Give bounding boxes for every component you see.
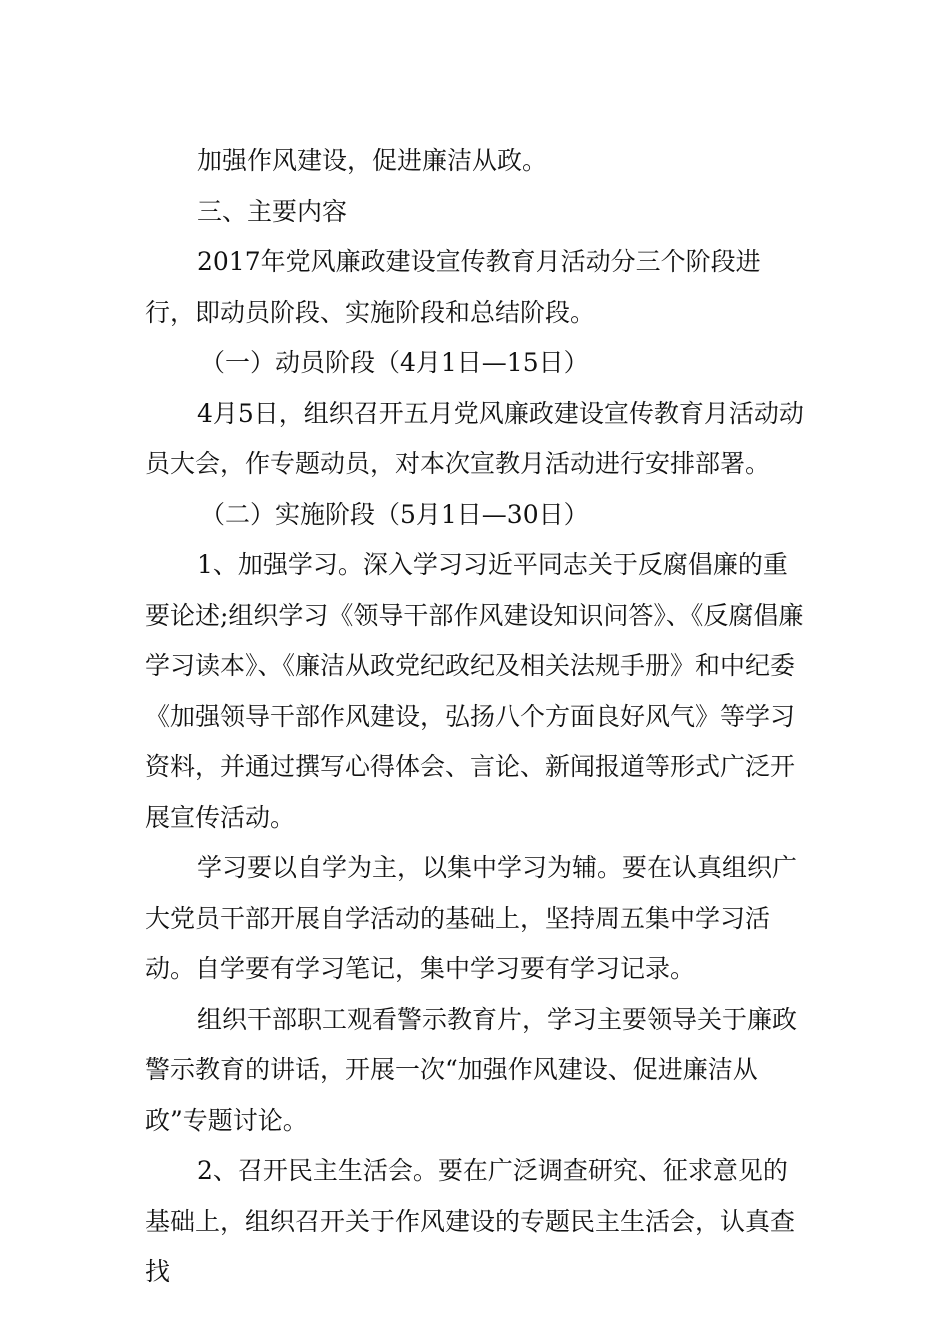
document-body: [145, 136, 810, 1298]
paragraph-mobilization: 4月5日，组织召开五月党风廉政建设宣传教育月活动动员大会，作专题动员，对本次宣教月活动进行安排部署。: [145, 398, 804, 478]
paragraph-intro: 2017年党风廉政建设宣传教育月活动分三个阶段进行，即动员阶段、实施阶段和总结阶段。: [145, 247, 761, 327]
subheading-implementation-stage: （二）实施阶段（5月1日—30日）: [200, 499, 589, 529]
subheading-mobilization-stage: （一）动员阶段（4月1日—15日）: [200, 348, 589, 377]
section-heading-main-content: 三、主要内容: [197, 196, 348, 226]
paragraph-continuation: 加强作风建设，促进廉洁从政。: [197, 146, 548, 175]
paragraph-democratic-meeting: 2、召开民主生活会。要在广泛调查研究、征求意见的基础上，组织召开关于作风建设的专题民主生活会，认真查找: [145, 1156, 796, 1286]
paragraph-warning-education: 组织干部职工观看警示教育片，学习主要领导关于廉政警示教育的讲话，开展一次“加强作风建设、促进廉洁从政”专题讨论。: [145, 1004, 798, 1135]
paragraph-self-study: 学习要以自学为主，以集中学习为辅。要在认真组织广大党员干部开展自学活动的基础上，坚持周五集中学习活动。自学要有学习笔记，集中学习要有学习记录。: [145, 853, 798, 983]
paragraph-study: 1、加强学习。深入学习习近平同志关于反腐倡廉的重要论述;组织学习《领导干部作风建设知识问答》、《反腐倡廉学习读本》、《廉洁从政党纪政纪及相关法规手册》和中纪委《加强领导干部作风建设，弘扬八个方面良好风气》等学习资料，并通过撰写心得体会、言论、新闻报道等形式广泛开展宣传活动。: [145, 550, 804, 832]
